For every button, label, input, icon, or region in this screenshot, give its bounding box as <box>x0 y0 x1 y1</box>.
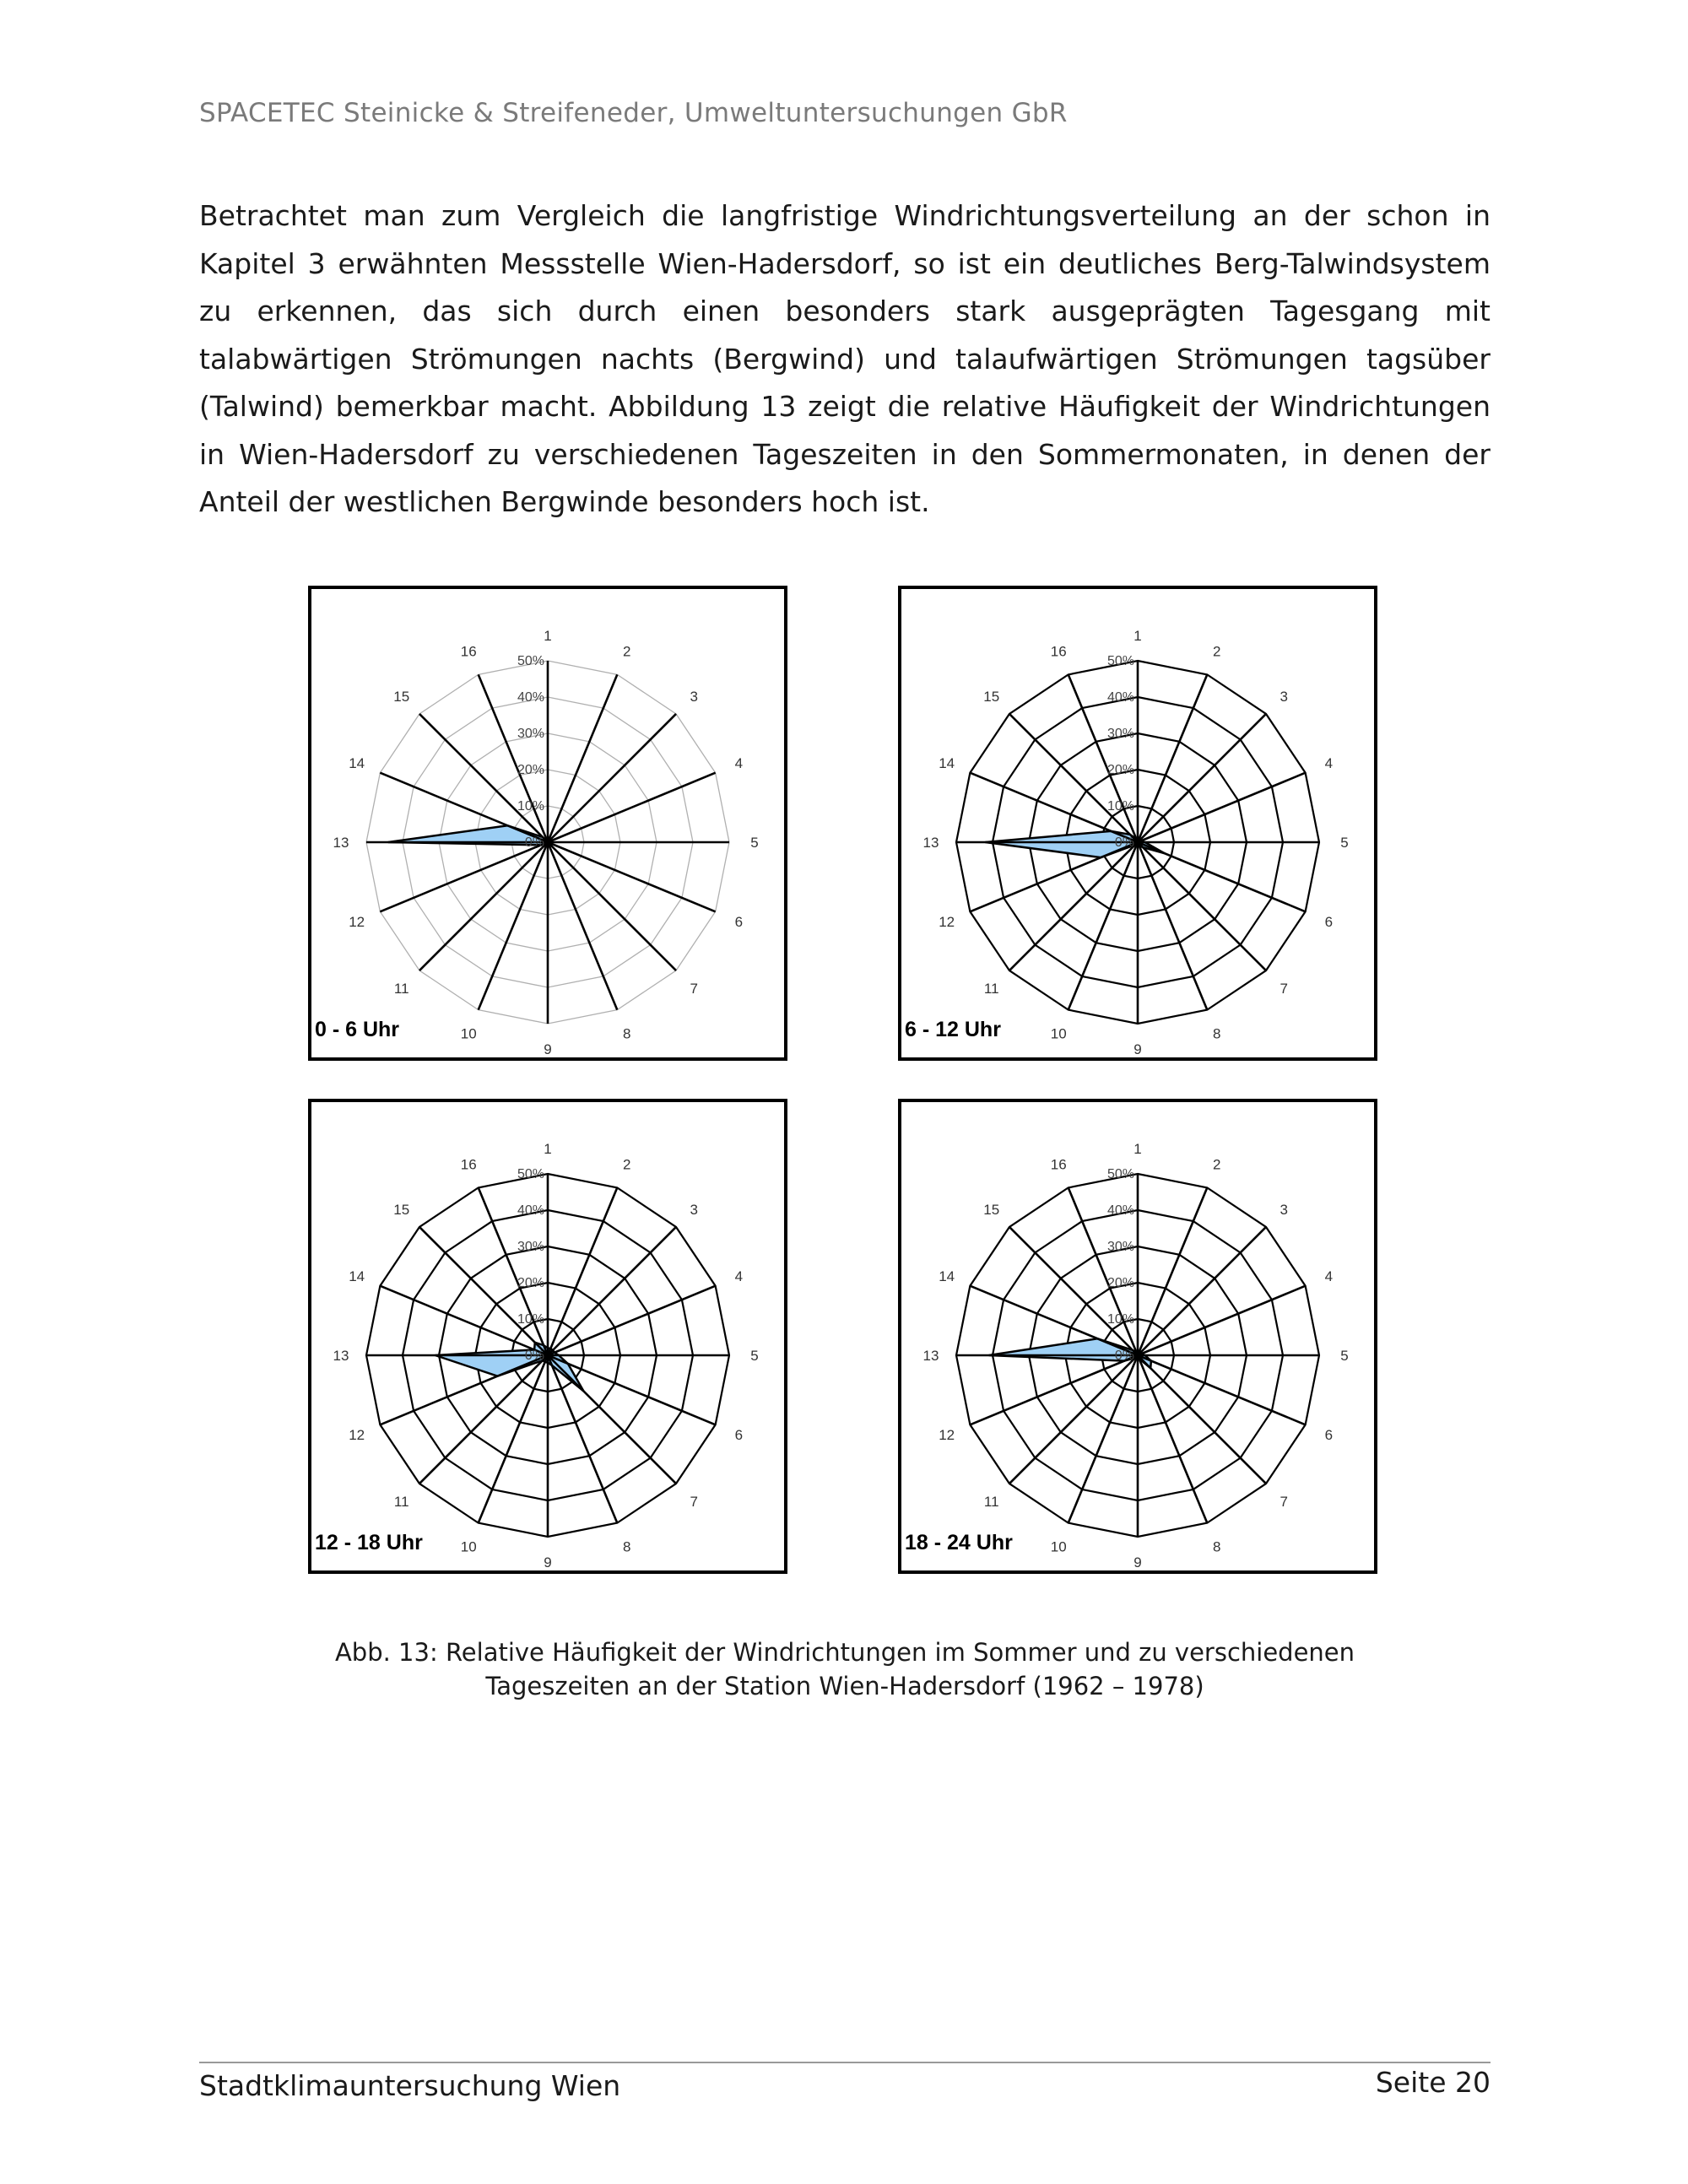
radial-tick-label: 50% <box>1106 654 1134 668</box>
page-number: Seite 20 <box>1375 2066 1491 2099</box>
direction-spoke <box>548 1355 676 1484</box>
direction-label: 6 <box>734 1426 744 1443</box>
radial-tick-label: 50% <box>1106 1167 1134 1181</box>
direction-label: 8 <box>1213 1538 1221 1555</box>
body-paragraph <box>199 192 1491 527</box>
panel-label: 18 - 24 Uhr <box>905 1531 1013 1554</box>
direction-label: 9 <box>1133 1554 1142 1570</box>
direction-label: 14 <box>939 1268 955 1285</box>
direction-label: 16 <box>460 643 477 660</box>
footer-divider <box>199 2062 1491 2063</box>
direction-label: 12 <box>349 913 365 930</box>
radial-tick-label: 40% <box>1106 690 1134 705</box>
direction-spoke <box>548 842 676 970</box>
direction-label: 10 <box>460 1025 477 1042</box>
radial-tick-label: 20% <box>1106 1276 1134 1290</box>
direction-label: 8 <box>623 1538 631 1555</box>
direction-label: 5 <box>750 835 759 851</box>
direction-label: 9 <box>1133 1041 1142 1057</box>
direction-label: 16 <box>460 1156 477 1173</box>
direction-label: 5 <box>750 1348 759 1364</box>
radial-tick-label: 0% <box>524 1349 544 1363</box>
radial-tick-label: 40% <box>1106 1203 1134 1218</box>
direction-label: 2 <box>623 1156 631 1173</box>
direction-label: 8 <box>623 1025 631 1042</box>
radial-tick-label: 0% <box>524 835 544 850</box>
direction-spoke <box>548 714 676 842</box>
radial-tick-label: 20% <box>517 763 544 777</box>
wind-rose-panel-0-6 <box>308 586 787 1061</box>
figure-caption <box>199 1635 1491 1703</box>
wind-rose-panel-6-12 <box>898 586 1377 1061</box>
direction-label: 1 <box>1133 1141 1142 1157</box>
direction-spoke <box>1009 842 1138 970</box>
caption-line-2: Tageszeiten an der Station Wien-Hadersdorf (1962 – 1978) <box>485 1672 1204 1700</box>
direction-label: 12 <box>349 1426 365 1443</box>
wind-rose-panel-12-18 <box>308 1099 787 1574</box>
wind-rose-chart <box>901 589 1374 1057</box>
paragraph-text: Betrachtet man zum Vergleich die langfristige Windrichtungsverteilung an der schon in Kapitel 3 erwähnten Messstelle Wien-Hadersdorf, so ist ein deutliches Berg-Talwindsystem zu erkennen, das sich durch einen besonders stark ausgeprägten Tagesgang mit talabwärtigen Strömungen nachts (Bergwind) und talaufwärtigen Strömungen tagsüber (Talwind) bemerkbar macht. Abbildung 13 zeigt die relative Häufigkeit der Windrichtungen in Wien-Hadersdorf zu verschiedenen Tageszeiten in den Sommermonaten, in denen der Anteil der westlichen Bergwinde besonders hoch ist. <box>199 199 1491 518</box>
wind-rose-chart <box>311 1102 784 1570</box>
direction-label: 8 <box>1213 1025 1221 1042</box>
panel-label: 6 - 12 Uhr <box>905 1018 1001 1041</box>
direction-spoke <box>1138 1227 1266 1355</box>
direction-spoke <box>1009 1355 1138 1484</box>
radial-tick-label: 30% <box>1106 727 1134 741</box>
direction-label: 10 <box>1050 1538 1067 1555</box>
direction-label: 12 <box>939 913 955 930</box>
radial-tick-label: 10% <box>517 799 544 814</box>
radial-tick-label: 30% <box>517 727 544 741</box>
radial-tick-label: 30% <box>1106 1240 1134 1254</box>
direction-label: 4 <box>1324 1268 1334 1285</box>
direction-label: 7 <box>690 1494 698 1511</box>
caption-line-1: Abb. 13: Relative Häufigkeit der Windrichtungen im Sommer und zu verschiedenen <box>334 1638 1355 1667</box>
direction-spoke <box>419 1355 548 1484</box>
direction-label: 7 <box>1280 1494 1288 1511</box>
direction-label: 1 <box>1133 628 1142 644</box>
direction-label: 7 <box>1280 981 1288 997</box>
direction-label: 11 <box>983 1494 999 1511</box>
direction-label: 7 <box>690 981 698 997</box>
direction-label: 6 <box>1324 913 1334 930</box>
direction-label: 2 <box>623 643 631 660</box>
panel-label: 0 - 6 Uhr <box>315 1018 400 1041</box>
radial-tick-label: 20% <box>1106 763 1134 777</box>
direction-label: 6 <box>1324 1426 1334 1443</box>
direction-label: 4 <box>734 1268 744 1285</box>
direction-spoke <box>1138 1355 1266 1484</box>
direction-label: 1 <box>544 628 552 644</box>
direction-label: 3 <box>690 1201 698 1218</box>
direction-label: 9 <box>544 1041 552 1057</box>
direction-spoke <box>1138 842 1266 970</box>
direction-spoke <box>548 1227 676 1355</box>
direction-label: 4 <box>734 755 744 772</box>
direction-label: 9 <box>544 1554 552 1570</box>
direction-label: 15 <box>983 688 1000 705</box>
wind-rose-panel-18-24 <box>898 1099 1377 1574</box>
direction-label: 1 <box>544 1141 552 1157</box>
direction-label: 3 <box>1280 688 1288 705</box>
direction-spoke <box>1138 714 1266 842</box>
wind-rose-chart <box>311 589 784 1057</box>
direction-label: 12 <box>939 1426 955 1443</box>
direction-label: 3 <box>1280 1201 1288 1218</box>
radial-tick-label: 10% <box>1106 1312 1134 1327</box>
direction-label: 13 <box>333 835 349 851</box>
direction-label: 10 <box>460 1538 477 1555</box>
direction-label: 3 <box>690 688 698 705</box>
direction-label: 15 <box>983 1201 1000 1218</box>
figure-wind-roses <box>308 586 1388 1581</box>
direction-label: 4 <box>1324 755 1334 772</box>
direction-label: 14 <box>349 1268 365 1285</box>
radial-tick-label: 50% <box>517 654 544 668</box>
panel-label: 12 - 18 Uhr <box>315 1531 423 1554</box>
direction-label: 11 <box>983 981 999 997</box>
footer-title: Stadtklimauntersuchung Wien <box>199 2069 621 2102</box>
direction-label: 10 <box>1050 1025 1067 1042</box>
direction-label: 5 <box>1340 835 1349 851</box>
direction-label: 11 <box>393 981 409 997</box>
direction-label: 13 <box>333 1348 349 1364</box>
direction-label: 14 <box>939 755 955 772</box>
direction-label: 2 <box>1213 643 1221 660</box>
radial-tick-label: 0% <box>1114 835 1134 850</box>
radial-tick-label: 30% <box>517 1240 544 1254</box>
direction-label: 15 <box>393 1201 410 1218</box>
direction-label: 15 <box>393 688 410 705</box>
wind-rose-chart <box>901 1102 1374 1570</box>
direction-label: 11 <box>393 1494 409 1511</box>
radial-tick-label: 40% <box>517 690 544 705</box>
direction-label: 13 <box>922 1348 939 1364</box>
radial-tick-label: 40% <box>517 1203 544 1218</box>
direction-label: 5 <box>1340 1348 1349 1364</box>
direction-spoke <box>419 842 548 970</box>
direction-label: 6 <box>734 913 744 930</box>
running-header: SPACETEC Steinicke & Streifeneder, Umweltuntersuchungen GbR <box>199 98 1068 128</box>
direction-label: 14 <box>349 755 365 772</box>
radial-tick-label: 0% <box>1114 1349 1134 1363</box>
direction-label: 2 <box>1213 1156 1221 1173</box>
direction-label: 16 <box>1050 1156 1067 1173</box>
direction-label: 13 <box>922 835 939 851</box>
direction-label: 16 <box>1050 643 1067 660</box>
radial-tick-label: 50% <box>517 1167 544 1181</box>
radial-tick-label: 10% <box>1106 799 1134 814</box>
radial-tick-label: 10% <box>517 1312 544 1327</box>
radial-tick-label: 20% <box>517 1276 544 1290</box>
